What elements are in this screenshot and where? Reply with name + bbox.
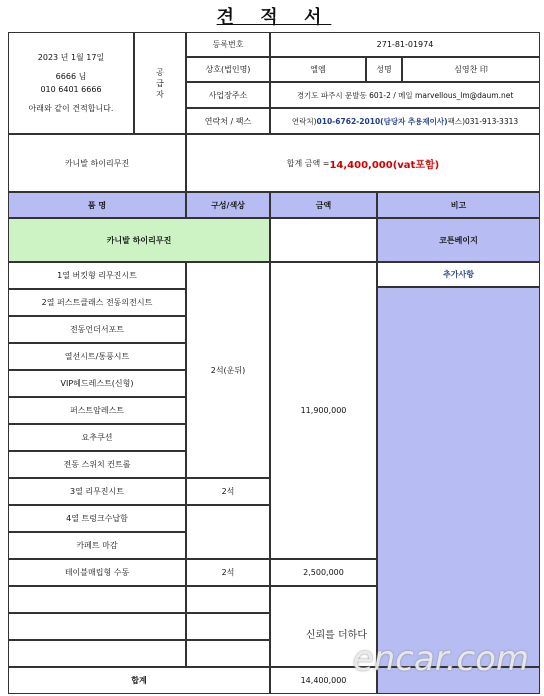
rep-name-label: 성명 — [366, 57, 402, 82]
item-row: 퍼스트암레스트 — [8, 397, 186, 424]
note-area — [377, 287, 540, 667]
main-note-cell: 코튼베이지 — [377, 218, 540, 262]
total-prefix: 합계 금액 = — [286, 158, 330, 168]
contact-value — [270, 108, 540, 134]
quote-date: 2023 년 1월 17일 — [37, 53, 105, 62]
address-label: 사업장주소 — [186, 82, 270, 108]
item-row: 전동 스위치 컨트롤 — [8, 451, 186, 478]
col-note-header: 비고 — [377, 192, 540, 218]
reg-number-value: 271-81-01974 — [270, 32, 540, 57]
reg-number-label: 등록번호 — [186, 32, 270, 57]
quote-document — [8, 4, 540, 694]
item-row: 카페트 마감 — [8, 532, 186, 559]
contact-label: 연락처 / 팩스 — [186, 108, 270, 134]
main-amount-cell — [270, 218, 377, 262]
group1-spec: 2석(운뒤) — [186, 262, 270, 478]
summary-product: 카니발 하이리무진 — [8, 134, 186, 192]
item-row: 테이블매립형 수동 — [8, 559, 186, 586]
summary-total — [186, 134, 540, 192]
spec-empty-3 — [186, 613, 270, 640]
group3-amount: 2,500,000 — [270, 559, 377, 586]
watermark-slogan: 신뢰를 더하다 — [303, 625, 370, 642]
customer-phone: 010 6401 6666 — [40, 85, 102, 94]
item-row: VIP헤드레스트(신형) — [8, 370, 186, 397]
contact-fax: 팩스)031-913-3313 — [447, 116, 519, 126]
extra-items-label: 추가사항 — [377, 262, 540, 287]
item-empty-3 — [8, 640, 186, 667]
supplier-label: 공 급 자 — [134, 32, 186, 134]
greeting-text: 아래와 같이 견적합니다. — [28, 104, 114, 113]
rep-name-value: 심영찬 印 — [402, 57, 540, 82]
customer-name: 6666 님 — [55, 72, 87, 81]
contact-phone: 010-6762-2010(담당자 추용재이사) — [316, 116, 448, 126]
col-item-header: 품 명 — [8, 192, 186, 218]
group1-amount: 11,900,000 — [270, 262, 377, 559]
spec-empty-4 — [186, 640, 270, 667]
item-row: 4열 트렁크수납함 — [8, 505, 186, 532]
address-value: 경기도 파주시 문발동 601-2 / 메일 marvellous_lm@daum.net — [270, 82, 540, 108]
group3-spec: 2석 — [186, 559, 270, 586]
main-product-cell: 카니발 하이리무진 — [8, 218, 270, 262]
item-row: 1열 버킷형 리무진시트 — [8, 262, 186, 289]
total-amount: 14,400,000(vat포함) — [329, 159, 440, 171]
item-row: 요추쿠션 — [8, 424, 186, 451]
spec-empty-2 — [186, 586, 270, 613]
company-label: 상호(법인명) — [186, 57, 270, 82]
total-label: 합계 — [8, 667, 270, 694]
item-row: 2열 퍼스트클래스 전동의전시트 — [8, 289, 186, 316]
item-empty-1 — [8, 586, 186, 613]
item-row: 열선시트/통풍시트 — [8, 343, 186, 370]
company-value: 엘엠 — [270, 57, 366, 82]
spec-empty-1 — [186, 505, 270, 559]
group2-spec: 2석 — [186, 478, 270, 505]
item-row: 3열 리무진시트 — [8, 478, 186, 505]
issuer-block — [8, 32, 134, 134]
encar-watermark-logo: encar.com — [352, 639, 529, 679]
col-spec-header: 구성/색상 — [186, 192, 270, 218]
item-row: 전동언더서포트 — [8, 316, 186, 343]
item-empty-2 — [8, 613, 186, 640]
total-row-amount: 14,400,000 — [270, 667, 377, 694]
contact-prefix: 연락처) — [291, 116, 317, 126]
col-amount-header: 금액 — [270, 192, 377, 218]
document-title: 견 적 서 — [216, 7, 332, 28]
